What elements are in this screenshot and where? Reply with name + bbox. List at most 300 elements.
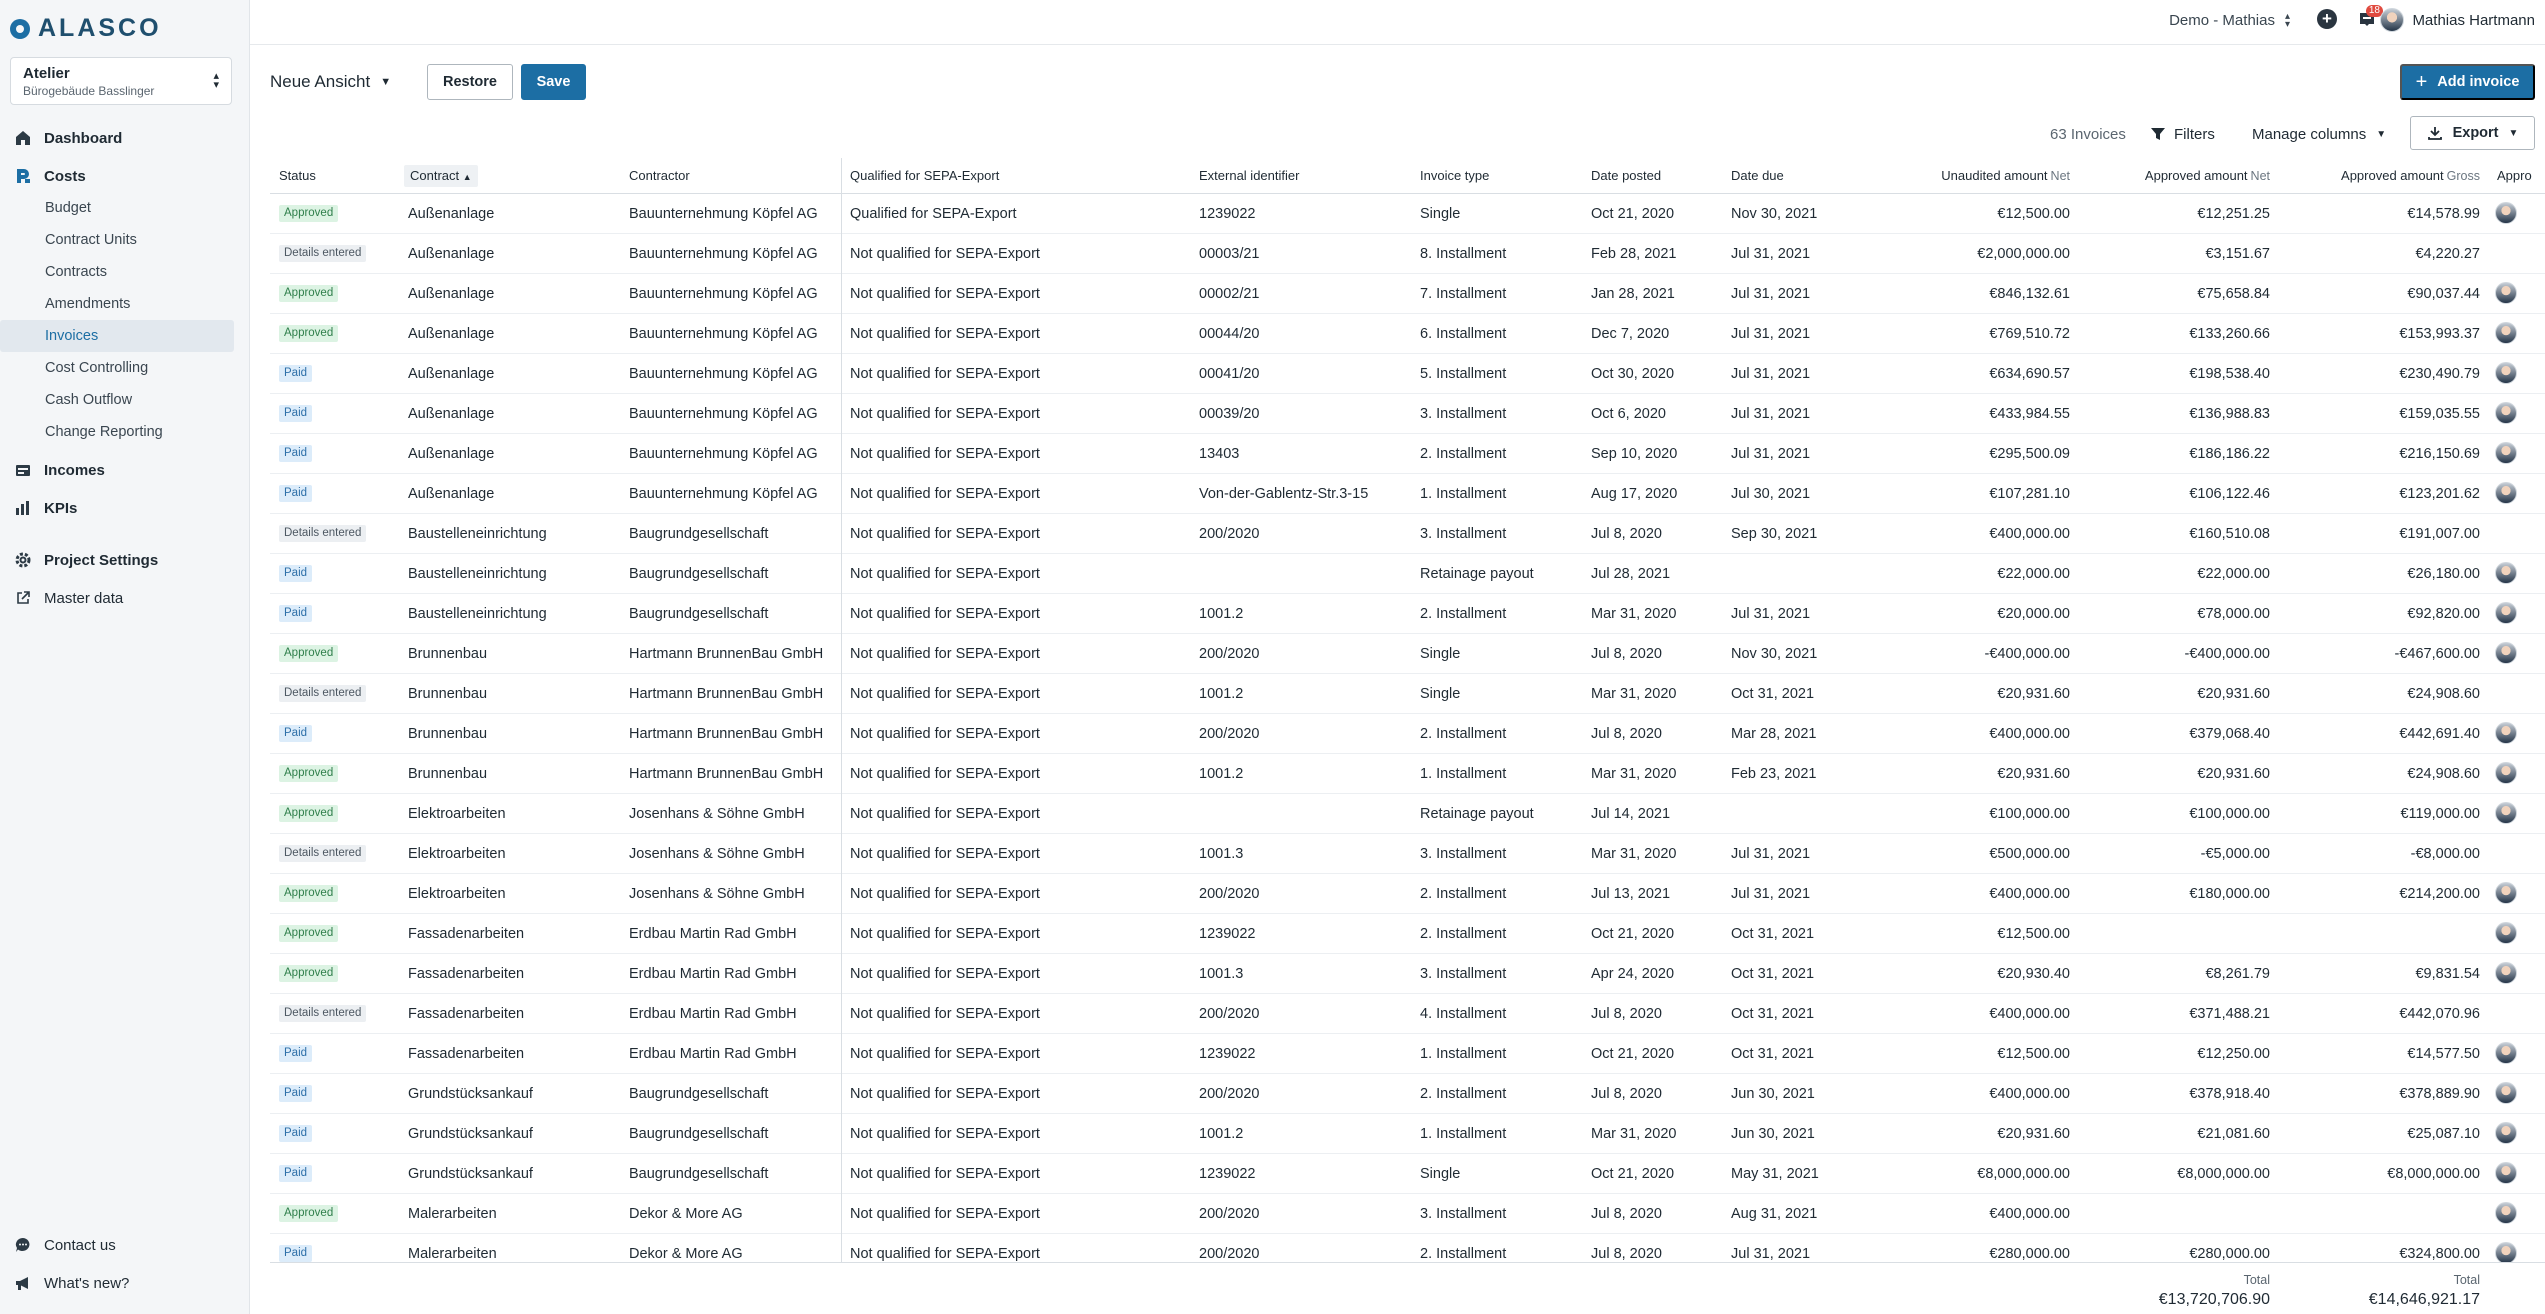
status-badge: Details entered	[279, 685, 366, 702]
notifications-button[interactable]	[2357, 5, 2380, 29]
cell-due: Jun 30, 2021	[1731, 1086, 1815, 1102]
home-icon	[14, 129, 32, 147]
cell-approved-gross: €119,000.00	[2400, 806, 2480, 822]
nav-dashboard[interactable]	[0, 122, 250, 154]
restore-button[interactable]: Restore	[427, 64, 513, 100]
status-badge: Paid	[279, 445, 312, 462]
project-subtitle: Bürogebäude Basslinger	[23, 84, 155, 98]
cell-approved-net: €22,000.00	[2197, 566, 2270, 582]
user-menu[interactable]	[2380, 8, 2535, 32]
cell-unaudited: -€400,000.00	[1984, 646, 2070, 662]
cell-approved-net: €133,260.66	[2189, 326, 2270, 342]
sidebar	[0, 0, 250, 1314]
cell-ext-id: 1239022	[1199, 1046, 1256, 1062]
cell-type: Retainage payout	[1420, 806, 1534, 822]
cell-approved-net: €378,918.40	[2189, 1086, 2270, 1102]
table-row[interactable]	[270, 834, 2545, 874]
cell-approved-gross: €216,150.69	[2399, 446, 2480, 462]
cell-sepa: Not qualified for SEPA-Export	[850, 606, 1040, 622]
approver-avatar	[2495, 1162, 2517, 1184]
col-unaudited[interactable]	[1870, 158, 2070, 194]
nav-master-data[interactable]	[0, 582, 250, 614]
invoice-count: 63 Invoices	[2050, 125, 2126, 143]
cell-approved-net: €186,186.22	[2189, 446, 2270, 462]
cell-unaudited: €20,930.40	[1997, 966, 2070, 982]
cell-posted: Oct 21, 2020	[1591, 206, 1675, 222]
cell-sepa: Not qualified for SEPA-Export	[850, 246, 1040, 262]
project-name: Atelier	[23, 65, 70, 82]
cell-contract: Grundstücksankauf	[408, 1086, 533, 1102]
total-label-net: Total	[2243, 1273, 2270, 1287]
cell-approved-net: -€5,000.00	[2200, 846, 2270, 862]
nav-costs[interactable]	[0, 160, 250, 192]
status-badge: Approved	[279, 285, 338, 302]
cell-approved-gross	[2270, 1194, 2480, 1234]
nav-label: What's new?	[44, 1274, 130, 1292]
approver-avatar	[2495, 722, 2517, 744]
cell-approved-net: -€400,000.00	[2184, 646, 2270, 662]
col-unaudited-sub: Net	[2050, 169, 2070, 183]
cell-unaudited: €400,000.00	[1989, 526, 2070, 542]
cell-status	[279, 514, 366, 554]
cell-ext-id: 13403	[1199, 446, 1240, 462]
nav-kpis[interactable]	[0, 492, 250, 524]
gear-icon	[14, 551, 32, 569]
notification-count: 18	[2366, 5, 2383, 17]
cell-posted: Jul 14, 2021	[1591, 806, 1671, 822]
cell-posted: Mar 31, 2020	[1591, 606, 1677, 622]
col-contractor[interactable]: Contractor	[629, 168, 690, 183]
cell-type: Single	[1420, 206, 1461, 222]
approver-avatar	[2495, 1202, 2517, 1224]
cell-status	[279, 674, 366, 714]
cell-sepa: Not qualified for SEPA-Export	[850, 526, 1040, 542]
export-label: Export	[2452, 125, 2499, 141]
cell-approved-net: €75,658.84	[2197, 286, 2270, 302]
cell-contract: Außenanlage	[408, 206, 495, 222]
cell-due: Jun 30, 2021	[1731, 1126, 1815, 1142]
cell-unaudited: €400,000.00	[1989, 886, 2070, 902]
cell-sepa: Not qualified for SEPA-Export	[850, 1046, 1040, 1062]
cell-contractor: Hartmann BrunnenBau GmbH	[629, 726, 824, 742]
cell-sepa: Not qualified for SEPA-Export	[850, 806, 1040, 822]
col-date-due[interactable]: Date due	[1731, 168, 1784, 183]
cell-approved-gross: €8,000,000.00	[2387, 1166, 2480, 1182]
nav-change-reporting[interactable]: Change Reporting	[45, 424, 163, 440]
table-row[interactable]	[270, 554, 2545, 594]
cell-contract: Außenanlage	[408, 326, 495, 342]
approver-avatar	[2495, 922, 2517, 944]
cell-approved-gross: €14,577.50	[2407, 1046, 2480, 1062]
cell-contract: Malerarbeiten	[408, 1206, 497, 1222]
cell-sepa: Not qualified for SEPA-Export	[850, 926, 1040, 942]
cell-ext-id: 1001.2	[1199, 606, 1244, 622]
cell-approved-net: €12,251.25	[2197, 206, 2270, 222]
approver-avatar	[2495, 962, 2517, 984]
cell-status	[279, 634, 338, 674]
approver-avatar	[2495, 1242, 2517, 1264]
cell-contractor: Bauunternehmung Köpfel AG	[629, 326, 818, 342]
cell-type: 4. Installment	[1420, 1006, 1507, 1022]
cell-sepa: Not qualified for SEPA-Export	[850, 686, 1040, 702]
cell-unaudited: €20,931.60	[1997, 686, 2070, 702]
cell-unaudited: €12,500.00	[1997, 926, 2070, 942]
cell-type: Single	[1420, 1166, 1461, 1182]
cell-status	[279, 1074, 312, 1114]
cell-type: 3. Installment	[1420, 526, 1507, 542]
cell-contractor: Baugrundgesellschaft	[629, 1126, 769, 1142]
cell-type: 3. Installment	[1420, 966, 1507, 982]
cell-approved-gross: -€467,600.00	[2394, 646, 2480, 662]
cell-ext-id: 1001.2	[1199, 686, 1244, 702]
cell-posted: Feb 28, 2021	[1591, 246, 1677, 262]
col-approved-net-sub: Net	[2250, 169, 2270, 183]
cell-contract: Fassadenarbeiten	[408, 966, 525, 982]
cell-status	[279, 554, 312, 594]
cell-type: 3. Installment	[1420, 406, 1507, 422]
cell-status	[279, 394, 312, 434]
table-row[interactable]	[270, 1034, 2545, 1074]
cell-posted: Mar 31, 2020	[1591, 766, 1677, 782]
table-row[interactable]	[270, 274, 2545, 314]
cell-contractor: Josenhans & Söhne GmbH	[629, 846, 805, 862]
col-invoice-type[interactable]: Invoice type	[1420, 168, 1490, 183]
nav-label: Dashboard	[44, 129, 123, 147]
cell-approved-net: €20,931.60	[2197, 686, 2270, 702]
table-row[interactable]	[270, 194, 2545, 234]
cell-approved-gross: €442,691.40	[2399, 726, 2480, 742]
kpi-icon	[14, 499, 32, 517]
approver-avatar	[2495, 402, 2517, 424]
col-unaudited-label: Unaudited amount	[1941, 168, 2048, 183]
cell-type: 1. Installment	[1420, 1046, 1507, 1062]
cell-approved-net: €8,000,000.00	[2177, 1166, 2270, 1182]
cell-status	[279, 954, 338, 994]
cell-sepa: Not qualified for SEPA-Export	[850, 726, 1040, 742]
updown-icon: ▴ ▾	[213, 70, 219, 91]
sidebar-bottom	[0, 1229, 250, 1299]
cell-approved-gross: €214,200.00	[2399, 886, 2480, 902]
col-approved-net[interactable]	[2070, 158, 2270, 194]
cell-unaudited: €20,000.00	[1997, 606, 2070, 622]
nav-invoices[interactable]: Invoices	[0, 320, 234, 352]
nav-project-settings[interactable]	[0, 544, 250, 576]
nav-label: Contact us	[44, 1236, 116, 1254]
table-row[interactable]	[270, 594, 2545, 634]
table-row[interactable]	[270, 674, 2545, 714]
cell-sepa: Not qualified for SEPA-Export	[850, 366, 1040, 382]
cell-contract: Grundstücksankauf	[408, 1166, 533, 1182]
cell-status	[279, 1114, 312, 1154]
cell-due: Jul 31, 2021	[1731, 886, 1811, 902]
cell-contract: Elektroarbeiten	[408, 886, 506, 902]
cell-contractor: Erdbau Martin Rad GmbH	[629, 1046, 797, 1062]
cell-due: Jul 31, 2021	[1731, 606, 1811, 622]
cell-approved-net: €78,000.00	[2197, 606, 2270, 622]
status-badge: Approved	[279, 925, 338, 942]
cell-due: Jul 31, 2021	[1731, 406, 1811, 422]
table-footer	[270, 1262, 2545, 1314]
cell-status	[279, 474, 312, 514]
cell-unaudited: €400,000.00	[1989, 1086, 2070, 1102]
cell-type: 3. Installment	[1420, 846, 1507, 862]
cell-approved-gross: €14,578.99	[2407, 206, 2480, 222]
view-name: Neue Ansicht	[270, 72, 371, 91]
nav-amendments[interactable]: Amendments	[45, 296, 131, 312]
nav-contracts[interactable]: Contracts	[45, 264, 108, 280]
status-badge: Approved	[279, 645, 338, 662]
col-approved-gross[interactable]	[2270, 158, 2480, 194]
cell-due: Oct 31, 2021	[1731, 686, 1815, 702]
cell-type: 7. Installment	[1420, 286, 1507, 302]
cell-unaudited: €12,500.00	[1997, 206, 2070, 222]
cell-contract: Baustelleneinrichtung	[408, 566, 547, 582]
table-row[interactable]	[270, 634, 2545, 674]
cell-ext-id: 00039/20	[1199, 406, 1260, 422]
table-row[interactable]	[270, 394, 2545, 434]
cell-contractor: Josenhans & Söhne GmbH	[629, 886, 805, 902]
cell-ext-id: 1239022	[1199, 1166, 1256, 1182]
table-row[interactable]	[270, 794, 2545, 834]
table-header	[270, 158, 2545, 194]
table-row[interactable]	[270, 354, 2545, 394]
export-button[interactable]	[2410, 116, 2535, 150]
cell-contractor: Dekor & More AG	[629, 1206, 743, 1222]
nav-label: Project Settings	[44, 551, 159, 569]
add-invoice-button[interactable]	[2400, 64, 2535, 100]
cell-unaudited: €2,000,000.00	[1977, 246, 2070, 262]
table-row[interactable]	[270, 1154, 2545, 1194]
table-row[interactable]	[270, 874, 2545, 914]
status-badge: Paid	[279, 725, 312, 742]
cell-ext-id: 200/2020	[1199, 526, 1260, 542]
status-badge: Paid	[279, 1085, 312, 1102]
cell-posted: Oct 21, 2020	[1591, 926, 1675, 942]
cell-approved-gross: €92,820.00	[2407, 606, 2480, 622]
cell-ext-id: 1001.2	[1199, 766, 1244, 782]
cell-approved-net: €136,988.83	[2189, 406, 2270, 422]
col-approved-gross-sub: Gross	[2446, 169, 2480, 183]
cell-ext-id: 200/2020	[1199, 726, 1260, 742]
cell-contract: Grundstücksankauf	[408, 1126, 533, 1142]
cell-contract: Außenanlage	[408, 246, 495, 262]
cell-contractor: Erdbau Martin Rad GmbH	[629, 926, 797, 942]
nav-whats-new[interactable]	[0, 1267, 250, 1299]
nav-contract-units[interactable]: Contract Units	[45, 232, 137, 248]
nav-incomes[interactable]	[0, 454, 250, 486]
cell-contract: Außenanlage	[408, 486, 495, 502]
cell-due: Oct 31, 2021	[1731, 1046, 1815, 1062]
plus-icon: +	[2415, 71, 2428, 93]
table-row[interactable]	[270, 234, 2545, 274]
cell-type: 2. Installment	[1420, 1246, 1507, 1262]
cell-approved-net: €20,931.60	[2197, 766, 2270, 782]
cell-ext-id: 00044/20	[1199, 326, 1260, 342]
col-sepa[interactable]: Qualified for SEPA-Export	[850, 168, 1000, 183]
approver-avatar	[2495, 202, 2517, 224]
nav-cash-outflow[interactable]: Cash Outflow	[45, 392, 133, 408]
create-plus-icon[interactable]: +	[2317, 9, 2337, 29]
main-nav	[0, 122, 250, 614]
cell-posted: Jul 8, 2020	[1591, 1246, 1662, 1262]
cell-posted: Aug 17, 2020	[1591, 486, 1678, 502]
cell-posted: Oct 30, 2020	[1591, 366, 1675, 382]
save-button[interactable]: Save	[521, 64, 586, 100]
view-select[interactable]	[270, 72, 391, 92]
cell-due: Sep 30, 2021	[1731, 526, 1818, 542]
cell-ext-id: Von-der-Gablentz-Str.3-15	[1199, 486, 1369, 502]
cell-contractor: Dekor & More AG	[629, 1246, 743, 1262]
cell-ext-id: 1239022	[1199, 926, 1256, 942]
cell-approved-gross: €26,180.00	[2407, 566, 2480, 582]
top-bar	[250, 0, 2545, 45]
cell-ext-id: 200/2020	[1199, 646, 1260, 662]
cell-status	[279, 234, 366, 274]
cell-status	[279, 1194, 338, 1234]
cell-posted: Mar 31, 2020	[1591, 1126, 1677, 1142]
col-external-id[interactable]: External identifier	[1199, 168, 1300, 183]
cell-approved-gross: €191,007.00	[2399, 526, 2480, 542]
approver-avatar	[2495, 762, 2517, 784]
cell-contractor: Bauunternehmung Köpfel AG	[629, 406, 818, 422]
cell-contract: Außenanlage	[408, 286, 495, 302]
manage-columns-button[interactable]	[2252, 124, 2386, 144]
cell-contract: Malerarbeiten	[408, 1246, 497, 1262]
table-row[interactable]	[270, 514, 2545, 554]
cell-posted: Mar 31, 2020	[1591, 686, 1677, 702]
cell-ext-id: 200/2020	[1199, 1206, 1260, 1222]
nav-budget[interactable]: Budget	[45, 200, 91, 216]
cell-contractor: Bauunternehmung Köpfel AG	[629, 246, 818, 262]
filters-button[interactable]	[2150, 124, 2215, 144]
cell-approved-net: €106,122.46	[2189, 486, 2270, 502]
table-row[interactable]	[270, 1114, 2545, 1154]
approver-avatar	[2495, 882, 2517, 904]
cell-type: 3. Installment	[1420, 1206, 1507, 1222]
caret-down-icon: ▼	[380, 76, 392, 88]
cell-posted: Dec 7, 2020	[1591, 326, 1670, 342]
table-row[interactable]	[270, 1074, 2545, 1114]
approver-avatar	[2495, 322, 2517, 344]
cell-approved-gross: €123,201.62	[2399, 486, 2480, 502]
approver-avatar	[2495, 1042, 2517, 1064]
cell-type: 2. Installment	[1420, 446, 1507, 462]
nav-label: Incomes	[44, 461, 105, 479]
cell-status	[279, 834, 366, 874]
cell-sepa: Not qualified for SEPA-Export	[850, 766, 1040, 782]
table-row[interactable]	[270, 314, 2545, 354]
col-approved-gross-label: Approved amount	[2341, 168, 2444, 183]
cell-contractor: Bauunternehmung Köpfel AG	[629, 366, 818, 382]
cell-due: Jul 31, 2021	[1731, 846, 1811, 862]
demo-select[interactable]	[2169, 12, 2290, 29]
table-row[interactable]	[270, 994, 2545, 1034]
cell-due: Oct 31, 2021	[1731, 926, 1815, 942]
cell-posted: Oct 21, 2020	[1591, 1166, 1675, 1182]
cell-posted: Jul 8, 2020	[1591, 1006, 1662, 1022]
cell-sepa: Not qualified for SEPA-Export	[850, 446, 1040, 462]
cell-unaudited: €433,984.55	[1989, 406, 2070, 422]
table-row[interactable]	[270, 474, 2545, 514]
cell-contractor: Bauunternehmung Köpfel AG	[629, 286, 818, 302]
cell-type: 2. Installment	[1420, 726, 1507, 742]
invoices-table	[270, 158, 2545, 1274]
col-approver[interactable]: Appro	[2497, 168, 2532, 183]
table-row[interactable]	[270, 1194, 2545, 1234]
avatar	[2380, 8, 2404, 32]
cell-contractor: Hartmann BrunnenBau GmbH	[629, 766, 824, 782]
status-badge: Paid	[279, 1125, 312, 1142]
cell-contract: Fassadenarbeiten	[408, 1006, 525, 1022]
cell-approved-gross: €24,908.60	[2407, 686, 2480, 702]
nav-cost-controlling[interactable]: Cost Controlling	[45, 360, 149, 376]
cell-unaudited: €846,132.61	[1989, 286, 2070, 302]
cell-sepa: Not qualified for SEPA-Export	[850, 1126, 1040, 1142]
cell-approved-gross: €378,889.90	[2399, 1086, 2480, 1102]
col-contract[interactable]	[404, 165, 478, 187]
cell-approved-net: €8,261.79	[2205, 966, 2270, 982]
cell-sepa: Not qualified for SEPA-Export	[850, 846, 1040, 862]
cell-sepa: Not qualified for SEPA-Export	[850, 1206, 1040, 1222]
cell-approved-net	[2070, 914, 2270, 954]
add-invoice-label: Add invoice	[2437, 74, 2520, 90]
cell-due: Jul 31, 2021	[1731, 326, 1811, 342]
updown-icon: ▴ ▾	[2284, 10, 2290, 30]
nav-contact-us[interactable]	[0, 1229, 250, 1261]
total-label-gross: Total	[2453, 1273, 2480, 1287]
status-badge: Details entered	[279, 245, 366, 262]
cell-contract: Fassadenarbeiten	[408, 926, 525, 942]
cell-approved-gross: €230,490.79	[2399, 366, 2480, 382]
cell-contractor: Baugrundgesellschaft	[629, 1086, 769, 1102]
table-row[interactable]	[270, 954, 2545, 994]
logo[interactable]	[10, 14, 162, 43]
table-row[interactable]	[270, 714, 2545, 754]
cell-posted: Jul 8, 2020	[1591, 1086, 1662, 1102]
status-badge: Details entered	[279, 845, 366, 862]
cell-status	[279, 594, 312, 634]
approver-avatar	[2495, 482, 2517, 504]
table-row[interactable]	[270, 754, 2545, 794]
cell-status	[279, 194, 338, 234]
cell-unaudited: €634,690.57	[1989, 366, 2070, 382]
cell-contractor: Hartmann BrunnenBau GmbH	[629, 686, 824, 702]
cell-type: 1. Installment	[1420, 1126, 1507, 1142]
cell-ext-id: 200/2020	[1199, 1006, 1260, 1022]
cell-contract: Außenanlage	[408, 446, 495, 462]
cell-type: 1. Installment	[1420, 766, 1507, 782]
cell-status	[279, 1034, 312, 1074]
col-date-posted[interactable]: Date posted	[1591, 168, 1662, 183]
cell-contractor: Erdbau Martin Rad GmbH	[629, 966, 797, 982]
project-select[interactable]	[10, 57, 232, 105]
cell-due: Jul 31, 2021	[1731, 246, 1811, 262]
table-row[interactable]	[270, 914, 2545, 954]
cell-due: Aug 31, 2021	[1731, 1206, 1818, 1222]
col-status[interactable]: Status	[279, 168, 316, 183]
chat-icon	[14, 1236, 32, 1254]
cell-posted: Jul 8, 2020	[1591, 646, 1662, 662]
cell-posted: Apr 24, 2020	[1591, 966, 1675, 982]
cell-due: Jul 31, 2021	[1731, 1246, 1811, 1262]
status-badge: Approved	[279, 325, 338, 342]
cell-contractor: Baugrundgesellschaft	[629, 1166, 769, 1182]
cell-unaudited: €769,510.72	[1989, 326, 2070, 342]
cell-ext-id: 200/2020	[1199, 1086, 1260, 1102]
cell-sepa: Qualified for SEPA-Export	[850, 206, 1017, 222]
cell-sepa: Not qualified for SEPA-Export	[850, 566, 1040, 582]
table-row[interactable]	[270, 434, 2545, 474]
